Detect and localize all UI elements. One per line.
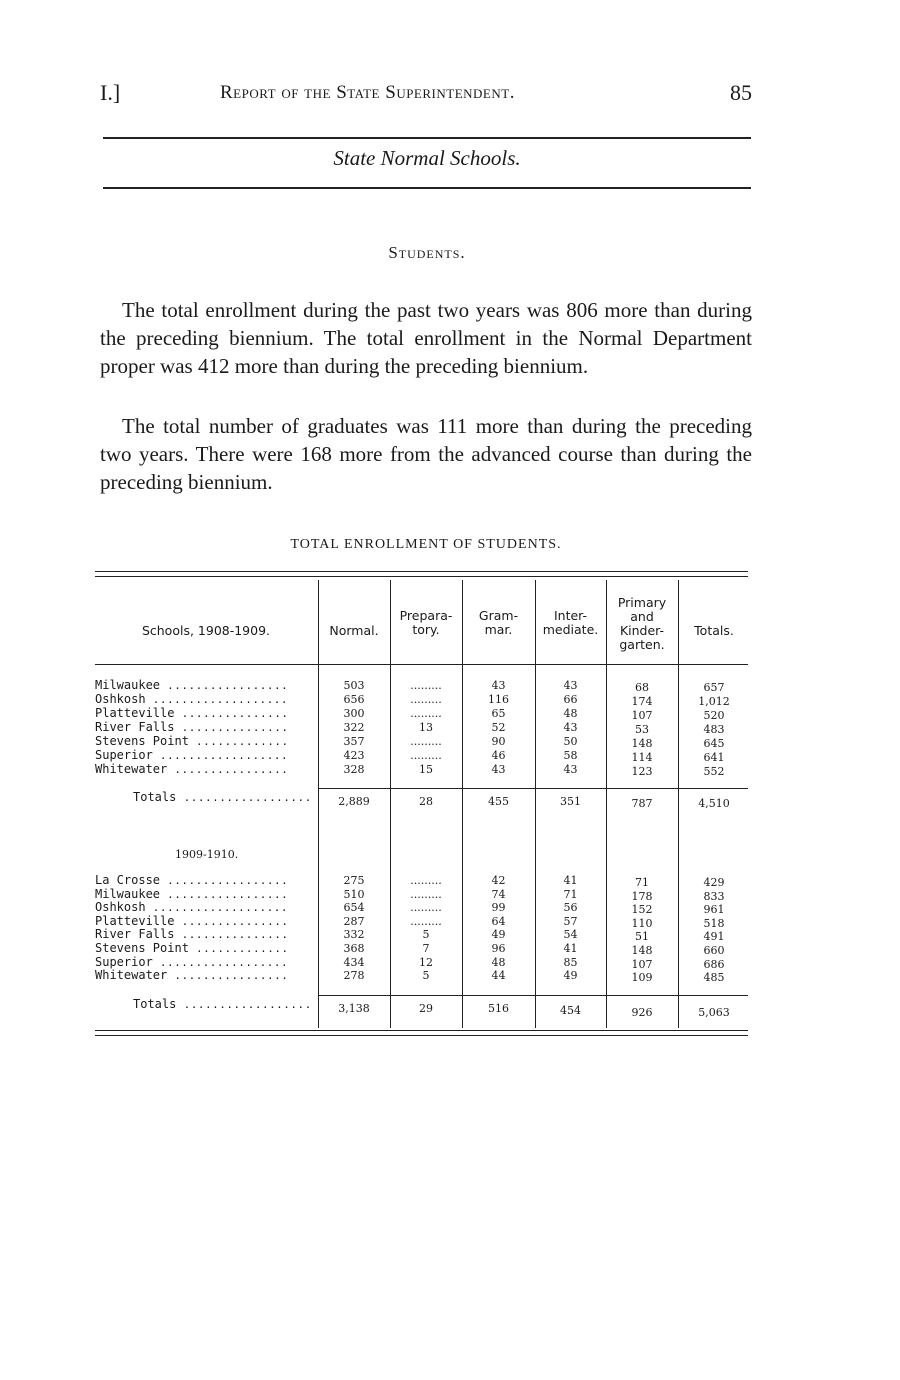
cell-total: 833 <box>703 889 725 903</box>
cell-primary: 148 <box>631 944 653 957</box>
cell-total: 491 <box>703 930 725 944</box>
col-header-normal: Normal. <box>329 623 379 638</box>
school-name-text: River Falls <box>95 720 175 734</box>
section-marker: I.] <box>100 80 121 105</box>
cell-total: 520 <box>703 709 725 722</box>
cell-normal: 503 <box>343 679 365 692</box>
cell-grammar: 64 <box>491 914 506 928</box>
cell-prep: ......... <box>410 914 442 928</box>
cell-normal: 300 <box>343 707 365 720</box>
cell-normal: 434 <box>343 955 365 969</box>
cell-prep: ......... <box>410 874 442 887</box>
dot-leader: ............. <box>188 735 289 748</box>
cell-primary: 71 <box>635 876 649 889</box>
school-name-text: La Crosse <box>95 873 161 887</box>
dot-leader: ................. <box>160 874 289 887</box>
cell-prep: ......... <box>410 887 442 901</box>
total-grammar-2: 516 <box>488 1002 509 1015</box>
cell-prep: ......... <box>410 679 442 692</box>
cell-prep: 5 <box>422 928 430 942</box>
cell-grammar: 46 <box>491 749 506 762</box>
dot-leader: ................ <box>167 969 289 983</box>
school-name-text: Whitewater <box>95 762 168 776</box>
section-subtitle: State Normal Schools. <box>333 146 521 170</box>
table-top-rule-2 <box>95 576 748 577</box>
cell-inter: 85 <box>563 955 578 969</box>
total-inter-1: 351 <box>560 795 581 808</box>
cell-prep: 5 <box>422 969 430 983</box>
cell-inter: 49 <box>563 969 578 983</box>
cell-grammar: 52 <box>491 721 506 734</box>
dot-leader: ................... <box>145 901 289 915</box>
cell-inter: 71 <box>563 887 578 901</box>
school-name-text: Stevens Point <box>95 734 189 748</box>
cell-primary: 107 <box>631 957 653 971</box>
cell-inter: 43 <box>563 679 578 692</box>
cell-primary: 174 <box>631 695 653 708</box>
paragraph-1: The total enrollment during the past two years was 806 more than during the preceding biennium. The total enrollment in the Normal Department proper was 412 more than during the preceding biennium. <box>100 298 752 378</box>
page-number: 85 <box>730 80 752 105</box>
students-heading: Students. <box>388 243 466 262</box>
cell-normal: 278 <box>343 969 365 983</box>
cell-grammar: 49 <box>491 928 506 942</box>
col-header-line: mediate. <box>542 622 599 637</box>
total-prep-1: 28 <box>419 795 433 808</box>
cell-total: 641 <box>703 751 725 764</box>
cell-grammar: 65 <box>491 707 506 720</box>
cell-inter: 57 <box>563 914 578 928</box>
school-name-text: River Falls <box>95 927 175 942</box>
cell-total: 552 <box>703 765 725 778</box>
col-header-line: and <box>630 609 654 624</box>
cell-inter: 43 <box>563 721 578 734</box>
col-header-line: mar. <box>484 622 513 637</box>
cell-prep: ......... <box>410 735 442 748</box>
school-name-text: Platteville <box>95 913 175 928</box>
paragraph-2: The total number of graduates was 111 more than during the preceding two years. There were 168 more from the advanced course than during the preceding biennium. <box>100 414 752 494</box>
cell-total: 686 <box>703 957 725 971</box>
school-name <box>95 721 317 735</box>
dot-leader: ............... <box>174 721 289 734</box>
cell-normal: 357 <box>343 735 365 748</box>
total-prep-2: 29 <box>419 1002 433 1015</box>
cell-grammar: 96 <box>491 942 506 955</box>
col-header-line: Primary <box>617 595 667 610</box>
cell-normal: 654 <box>343 901 365 915</box>
table-bottom-rule-2 <box>95 1035 748 1036</box>
cell-prep: 12 <box>419 955 433 969</box>
cell-prep: 15 <box>419 763 433 776</box>
top-rule <box>103 137 751 139</box>
school-name <box>95 915 317 929</box>
cell-grammar: 44 <box>491 969 506 983</box>
cell-grammar: 99 <box>491 901 506 915</box>
cell-inter: 41 <box>563 942 578 955</box>
dot-leader: ............... <box>174 928 289 942</box>
dot-leader: ................. <box>160 679 289 692</box>
table-bottom-rule <box>95 1030 748 1031</box>
school-name-text: Superior <box>95 748 153 762</box>
cell-primary: 123 <box>631 765 653 778</box>
cell-normal: 328 <box>343 763 365 776</box>
school-name-text: Oshkosh <box>95 900 146 915</box>
col-header-line: garten. <box>619 637 665 652</box>
cell-prep: ......... <box>410 693 442 706</box>
school-name <box>95 888 317 902</box>
cell-total: 518 <box>703 916 725 930</box>
cell-primary: 53 <box>635 723 649 736</box>
header-bottom-rule <box>95 664 748 665</box>
totals-label-text: Totals <box>133 997 177 1011</box>
school-name-text: Stevens Point <box>95 941 189 955</box>
dot-leader: .................. <box>152 955 289 969</box>
cell-prep: ......... <box>410 901 442 915</box>
cell-normal: 322 <box>343 721 365 734</box>
school-name <box>95 693 317 707</box>
col-header-schools: Schools, 1908-1909. <box>141 623 271 638</box>
total-normal-1: 2,889 <box>338 795 370 808</box>
cell-primary: 110 <box>631 916 653 930</box>
col-header-line: Kinder- <box>619 623 665 638</box>
cell-inter: 48 <box>563 707 578 720</box>
subtitle-rule <box>103 187 751 189</box>
cell-grammar: 48 <box>491 955 506 969</box>
cell-primary: 109 <box>631 971 653 985</box>
cell-total: 429 <box>703 876 725 889</box>
cell-total: 660 <box>703 944 725 957</box>
col-header-preparatory <box>391 609 461 637</box>
cell-primary: 152 <box>631 903 653 917</box>
school-name-text: Superior <box>95 954 153 969</box>
cell-primary: 107 <box>631 709 653 722</box>
total-primary-2: 926 <box>631 1006 653 1019</box>
cell-total: 645 <box>703 737 725 750</box>
cell-grammar: 116 <box>488 693 509 706</box>
cell-normal: 275 <box>343 874 365 887</box>
cell-primary: 148 <box>631 737 653 750</box>
totals-rule-2 <box>318 995 748 996</box>
col-header-line: Prepara- <box>399 608 453 623</box>
school-name-text: Platteville <box>95 706 175 720</box>
school-name-text: Oshkosh <box>95 692 146 706</box>
cell-grammar: 43 <box>491 679 506 692</box>
total-total-2: 5,063 <box>698 1006 730 1019</box>
year-label-1909-1910: 1909-1910. <box>175 848 239 861</box>
school-name <box>95 901 317 915</box>
col-header-line: tory. <box>412 622 440 637</box>
dot-leader: ................. <box>160 887 289 901</box>
cell-inter: 41 <box>563 874 578 887</box>
school-name <box>95 735 317 749</box>
cell-prep: 13 <box>419 721 433 734</box>
school-name <box>95 707 317 721</box>
cell-total: 961 <box>703 903 725 917</box>
cell-prep: 7 <box>422 942 430 955</box>
cell-normal: 423 <box>343 749 365 762</box>
cell-inter: 66 <box>563 693 578 706</box>
dot-leader: ............... <box>174 707 289 720</box>
table-title: TOTAL ENROLLMENT OF STUDENTS. <box>290 537 562 552</box>
dot-leader: .................. <box>152 749 289 762</box>
col-header-line: Gram- <box>478 608 519 623</box>
cell-primary: 114 <box>631 751 653 764</box>
cell-prep: ......... <box>410 749 442 762</box>
school-name <box>95 969 317 983</box>
cell-grammar: 74 <box>491 887 506 901</box>
col-header-primary <box>607 596 677 652</box>
total-normal-2: 3,138 <box>338 1002 370 1015</box>
cell-inter: 50 <box>563 735 578 748</box>
cell-grammar: 43 <box>491 763 506 776</box>
table-top-rule <box>95 571 748 572</box>
school-name <box>95 874 317 888</box>
school-name <box>95 749 317 763</box>
col-header-grammar <box>463 609 534 637</box>
cell-total: 483 <box>703 723 725 736</box>
cell-primary: 68 <box>635 681 649 694</box>
cell-normal: 656 <box>343 693 365 706</box>
cell-total: 657 <box>703 681 725 694</box>
dot-leader: .................. <box>183 998 312 1011</box>
totals-rule-1 <box>318 788 748 789</box>
cell-normal: 510 <box>343 887 365 901</box>
totals-label-1 <box>133 790 312 804</box>
cell-grammar: 90 <box>491 735 506 748</box>
school-name-text: Milwaukee <box>95 678 161 692</box>
cell-primary: 178 <box>631 889 653 903</box>
col-header-line: Inter- <box>553 608 588 623</box>
running-title: Report of the State Superintendent. <box>220 82 515 103</box>
dot-leader: ................... <box>145 693 289 706</box>
dot-leader: ............. <box>188 942 289 955</box>
school-name <box>95 956 317 970</box>
col-header-totals: Totals. <box>694 623 734 638</box>
school-name <box>95 679 317 693</box>
cell-inter: 58 <box>563 749 578 762</box>
total-primary-1: 787 <box>631 797 653 810</box>
school-name <box>95 942 317 956</box>
school-name-text: Whitewater <box>95 968 168 983</box>
cell-total: 485 <box>703 971 725 985</box>
dot-leader: ............... <box>174 914 289 928</box>
totals-label-2 <box>133 997 312 1011</box>
school-name <box>95 763 317 777</box>
cell-inter: 56 <box>563 901 578 915</box>
total-grammar-1: 455 <box>488 795 509 808</box>
total-total-1: 4,510 <box>698 797 730 810</box>
cell-normal: 287 <box>343 914 365 928</box>
cell-normal: 332 <box>343 928 365 942</box>
cell-total: 1,012 <box>698 695 730 708</box>
total-inter-2: 454 <box>560 1004 581 1017</box>
cell-primary: 51 <box>635 930 649 944</box>
totals-label-text: Totals <box>133 790 177 804</box>
cell-prep: ......... <box>410 707 442 720</box>
school-name <box>95 928 317 942</box>
cell-inter: 54 <box>563 928 578 942</box>
cell-inter: 43 <box>563 763 578 776</box>
dot-leader: ................ <box>167 763 289 776</box>
dot-leader: .................. <box>183 791 312 804</box>
school-name-text: Milwaukee <box>95 886 161 901</box>
cell-normal: 368 <box>343 942 365 955</box>
running-header <box>100 80 752 110</box>
col-header-intermediate <box>536 609 605 637</box>
cell-grammar: 42 <box>491 874 506 887</box>
